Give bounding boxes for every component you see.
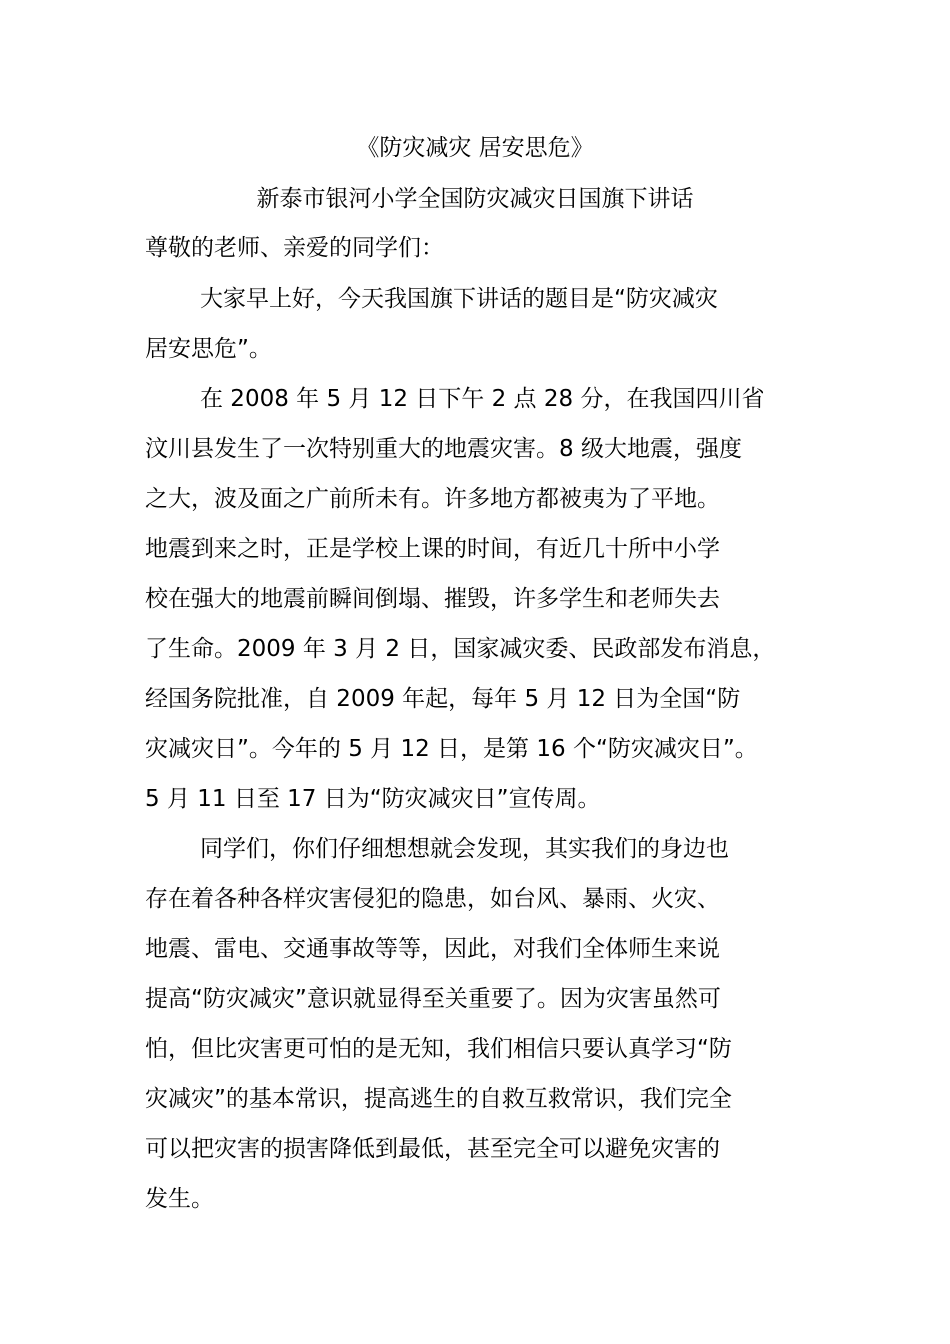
salutation: 尊敬的老师、亲爱的同学们： xyxy=(145,235,444,261)
paragraph-line: 同学们，你们仔细想想就会发现，其实我们的身边也 xyxy=(200,836,729,862)
paragraph-line: 可以把灾害的损害降低到最低，甚至完全可以避免灾害的 xyxy=(145,1136,720,1162)
paragraph-line: 发生。 xyxy=(145,1186,214,1212)
paragraph-line: 经国务院批准，自 2009 年起，每年 5 月 12 日为全国“防 xyxy=(145,686,741,712)
paragraph-line: 在 2008 年 5 月 12 日下午 2 点 28 分，在我国四川省 xyxy=(200,386,765,412)
paragraph-line: 灾减灾”的基本常识，提高逃生的自救互救常识，我们完全 xyxy=(145,1086,732,1112)
paragraph-line: 校在强大的地震前瞬间倒塌、摧毁，许多学生和老师失去 xyxy=(145,586,720,612)
paragraph-line: 提高“防灾减灾”意识就显得至关重要了。因为灾害虽然可 xyxy=(145,986,721,1012)
paragraph-line: 居安思危”。 xyxy=(145,336,272,362)
paragraph-line: 之大，波及面之广前所未有。许多地方都被夷为了平地。 xyxy=(145,486,720,512)
document-title: 《防灾减灾 居安思危》 xyxy=(356,135,594,161)
paragraph-line: 怕，但比灾害更可怕的是无知，我们相信只要认真学习“防 xyxy=(145,1036,732,1062)
paragraph-line: 了生命。2009 年 3 月 2 日，国家减灾委、民政部发布消息， xyxy=(145,636,776,662)
paragraph-line: 存在着各种各样灾害侵犯的隐患，如台风、暴雨、火灾、 xyxy=(145,886,720,912)
paragraph-line: 汶川县发生了一次特别重大的地震灾害。8 级大地震，强度 xyxy=(145,436,742,462)
document-subtitle: 新泰市银河小学全国防灾减灾日国旗下讲话 xyxy=(256,186,694,212)
paragraph-line: 地震、雷电、交通事故等等，因此，对我们全体师生来说 xyxy=(145,936,720,962)
paragraph-line: 5 月 11 日至 17 日为“防灾减灾日”宣传周。 xyxy=(145,786,601,812)
paragraph-line: 灾减灾日”。今年的 5 月 12 日，是第 16 个“防灾减灾日”。 xyxy=(145,736,758,762)
paragraph-line: 大家早上好，今天我国旗下讲话的题目是“防灾减灾 xyxy=(200,286,718,312)
paragraph-line: 地震到来之时，正是学校上课的时间，有近几十所中小学 xyxy=(145,536,720,562)
